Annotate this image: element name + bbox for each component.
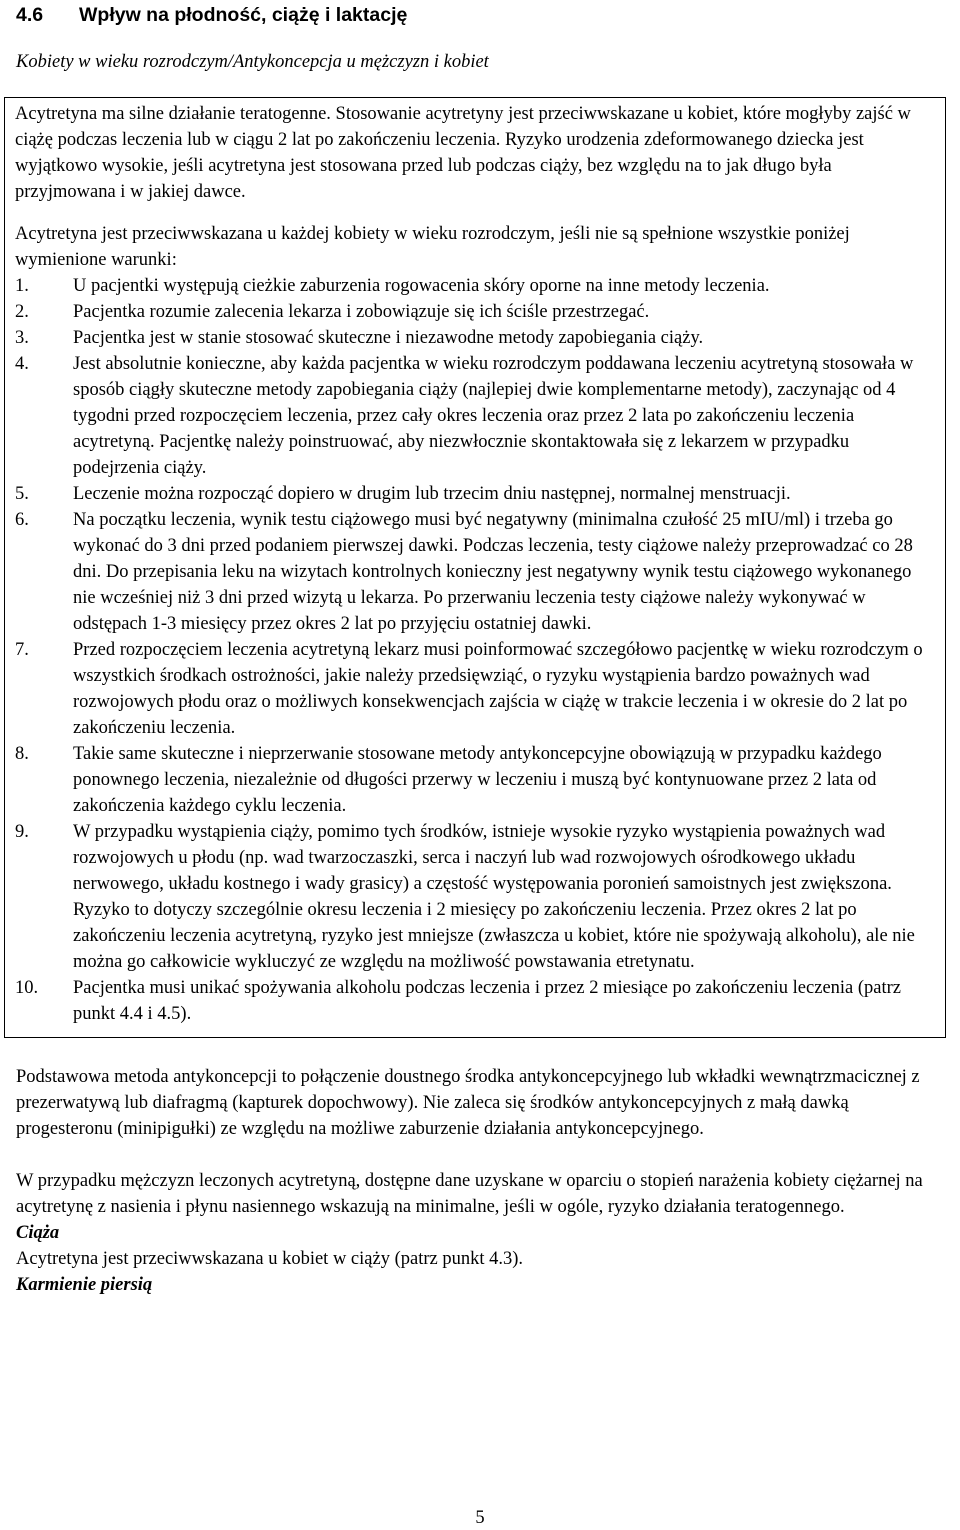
item-number: 9.: [15, 822, 29, 842]
pregnancy-text: Acytretyna jest przeciwwskazana u kobiet w ciąży (patrz punkt 4.3).: [16, 1249, 524, 1269]
list-item: [15, 637, 931, 741]
list-item: [15, 273, 931, 299]
list-item: [15, 741, 931, 819]
item-text: Na początku leczenia, wynik testu ciążowego musi być negatywny (minimalna czułość 25 mIU/ml) i trzeba go wykonać do 3 dni przed podaniem pierwszej dawki. Podczas leczenia, testy ciążowe należy przeprowadzać co 28 dni. Do przepisania leku na wizytach kontrolnych konieczny jest negatywny wynik testu ciążowego wykonanego nie wcześniej niż 3 dni przed wizytą u lekarza. Po przerwaniu leczenia testy ciążowe należy wykonywać w odstępach 1-3 miesięcy przez okres 2 lat po przyjęciu ostatniej dawki.: [73, 510, 913, 634]
item-number: 3.: [15, 328, 29, 348]
item-text: Jest absolutnie konieczne, aby każda pacjentka w wieku rozrodczym poddawana leczeniu acytretyną stosowała w sposób ciągły skuteczne metody zapobiegania ciąży (najlepiej dwie komplementarne metody), zaczynając od 4 tygodni przed rozpoczęciem leczenia, przez cały okres leczenia oraz przez 2 lata po zakończeniu leczenia acytretyną. Pacjentkę należy poinstruować, aby niezwłocznie skontaktowała się z lekarzem w przypadku podejrzenia ciąży.: [73, 354, 914, 478]
subheading: Kobiety w wieku rozrodczym/Antykoncepcja u mężczyzn i kobiet: [16, 52, 489, 72]
list-item: [15, 819, 931, 975]
list-item: [15, 325, 931, 351]
item-text: W przypadku wystąpienia ciąży, pomimo tych środków, istnieje wysokie ryzyko wystąpienia poważnych wad rozwojowych u płodu (np. wad twarzoczaszki, serca i naczyń lub wad rozwojowych ośrodkowego układu nerwowego, układu kostnego i wady grasicy) a częstość występowania poronień samoistnych jest zwiększona. Ryzyko to dotyczy szczególnie okresu leczenia i 2 miesięcy po zakończeniu leczenia. Przez okres 2 lat po zakończeniu leczenia acytretyną, ryzyko jest mniejsze (zwłaszcza u kobiet, które nie spożywają alkoholu), ale nie można go całkowicie wykluczyć ze względu na możliwość powstawania etretynatu.: [73, 822, 915, 972]
men-paragraph: W przypadku mężczyzn leczonych acytretyną, dostępne dane uzyskane w oparciu o stopień narażenia kobiety ciężarnej na acytretynę z nasienia i płynu nasiennego wskazują na minimalne, jeśli w ogóle, ryzyko działania teratogennego.: [16, 1171, 923, 1217]
item-text: Leczenie można rozpocząć dopiero w drugim lub trzecim dniu następnej, normalnej menstruacji.: [73, 484, 791, 504]
item-text: Pacjentka jest w stanie stosować skuteczne i niezawodne metody zapobiegania ciąży.: [73, 328, 704, 348]
item-text: Pacjentka musi unikać spożywania alkoholu podczas leczenia i przez 2 miesiące po zakończeniu leczenia (patrz punkt 4.4 i 4.5).: [73, 978, 902, 1024]
item-number: 2.: [15, 302, 29, 322]
item-text: Przed rozpoczęciem leczenia acytretyną lekarz musi poinformować szczegółowo pacjentkę w wieku rozrodczym o wszystkich środkach ostrożności, jakie należy przedsięwziąć, o ryzyku wystąpienia bardzo poważnych wad rozwojowych płodu oraz o możliwych konsekwencjach zajścia w ciążę w trakcie leczenia i w okresie do 2 lat po zakończeniu leczenia.: [73, 640, 923, 738]
section-heading: [16, 0, 946, 29]
page-number: 5: [475, 1508, 485, 1528]
contraception-paragraph: Podstawowa metoda antykoncepcji to połączenie doustnego środka antykoncepcyjnego lub wkładki wewnątrzmacicznej z prezerwatywą lub diafragmą (kapturek dopochwowy). Nie zaleca się środków antykoncepcyjnych z małą dawką progesteronu (minipigułki) ze względu na możliwe zaburzenie działania antykoncepcyjnego.: [16, 1067, 920, 1139]
document-page: [16, 0, 946, 1298]
conditions-list: [15, 273, 931, 1027]
item-text: Takie same skuteczne i nieprzerwanie stosowane metody antykoncepcyjne obowiązują w przypadku każdego ponownego leczenia, niezależnie od długości przerwy w leczeniu i muszą być kontynuowane przez 2 lata od zakończenia każdego cyklu leczenia.: [73, 744, 882, 816]
list-item: [15, 299, 931, 325]
item-number: 1.: [15, 276, 29, 296]
item-number: 5.: [15, 484, 29, 504]
breastfeeding-heading: Karmienie piersią: [16, 1275, 153, 1295]
list-item: [15, 481, 931, 507]
item-number: 4.: [15, 354, 29, 374]
warning-box: [4, 97, 946, 1038]
item-number: 6.: [15, 510, 29, 530]
list-item: [15, 507, 931, 637]
item-number: 7.: [15, 640, 29, 660]
list-item: [15, 975, 931, 1027]
conditions-intro: Acytretyna jest przeciwwskazana u każdej kobiety w wieku rozrodczym, jeśli nie są spełnione wszystkie poniżej wymienione warunki:: [15, 224, 850, 270]
item-text: Pacjentka rozumie zalecenia lekarza i zobowiązuje się ich ściśle przestrzegać.: [73, 302, 650, 322]
section-title: Wpływ na płodność, ciążę i laktację: [79, 4, 408, 26]
list-item: [15, 351, 931, 481]
item-number: 10.: [15, 978, 39, 998]
box-intro: Acytretyna ma silne działanie teratogenne. Stosowanie acytretyny jest przeciwwskazane u kobiet, które mogłyby zajść w ciążę podczas leczenia lub w ciągu 2 lat po zakończeniu leczenia. Ryzyko urodzenia zdeformowanego dziecka jest wyjątkowo wysokie, jeśli acytretyna jest stosowana przed lub podczas ciąży, bez względu na to jak długo była przyjmowana i w jakiej dawce.: [15, 104, 911, 202]
pregnancy-heading: Ciąża: [16, 1223, 60, 1243]
section-number: 4.6: [16, 4, 44, 26]
item-text: U pacjentki występują cieżkie zaburzenia rogowacenia skóry oporne na inne metody leczenia.: [73, 276, 770, 296]
item-number: 8.: [15, 744, 29, 764]
